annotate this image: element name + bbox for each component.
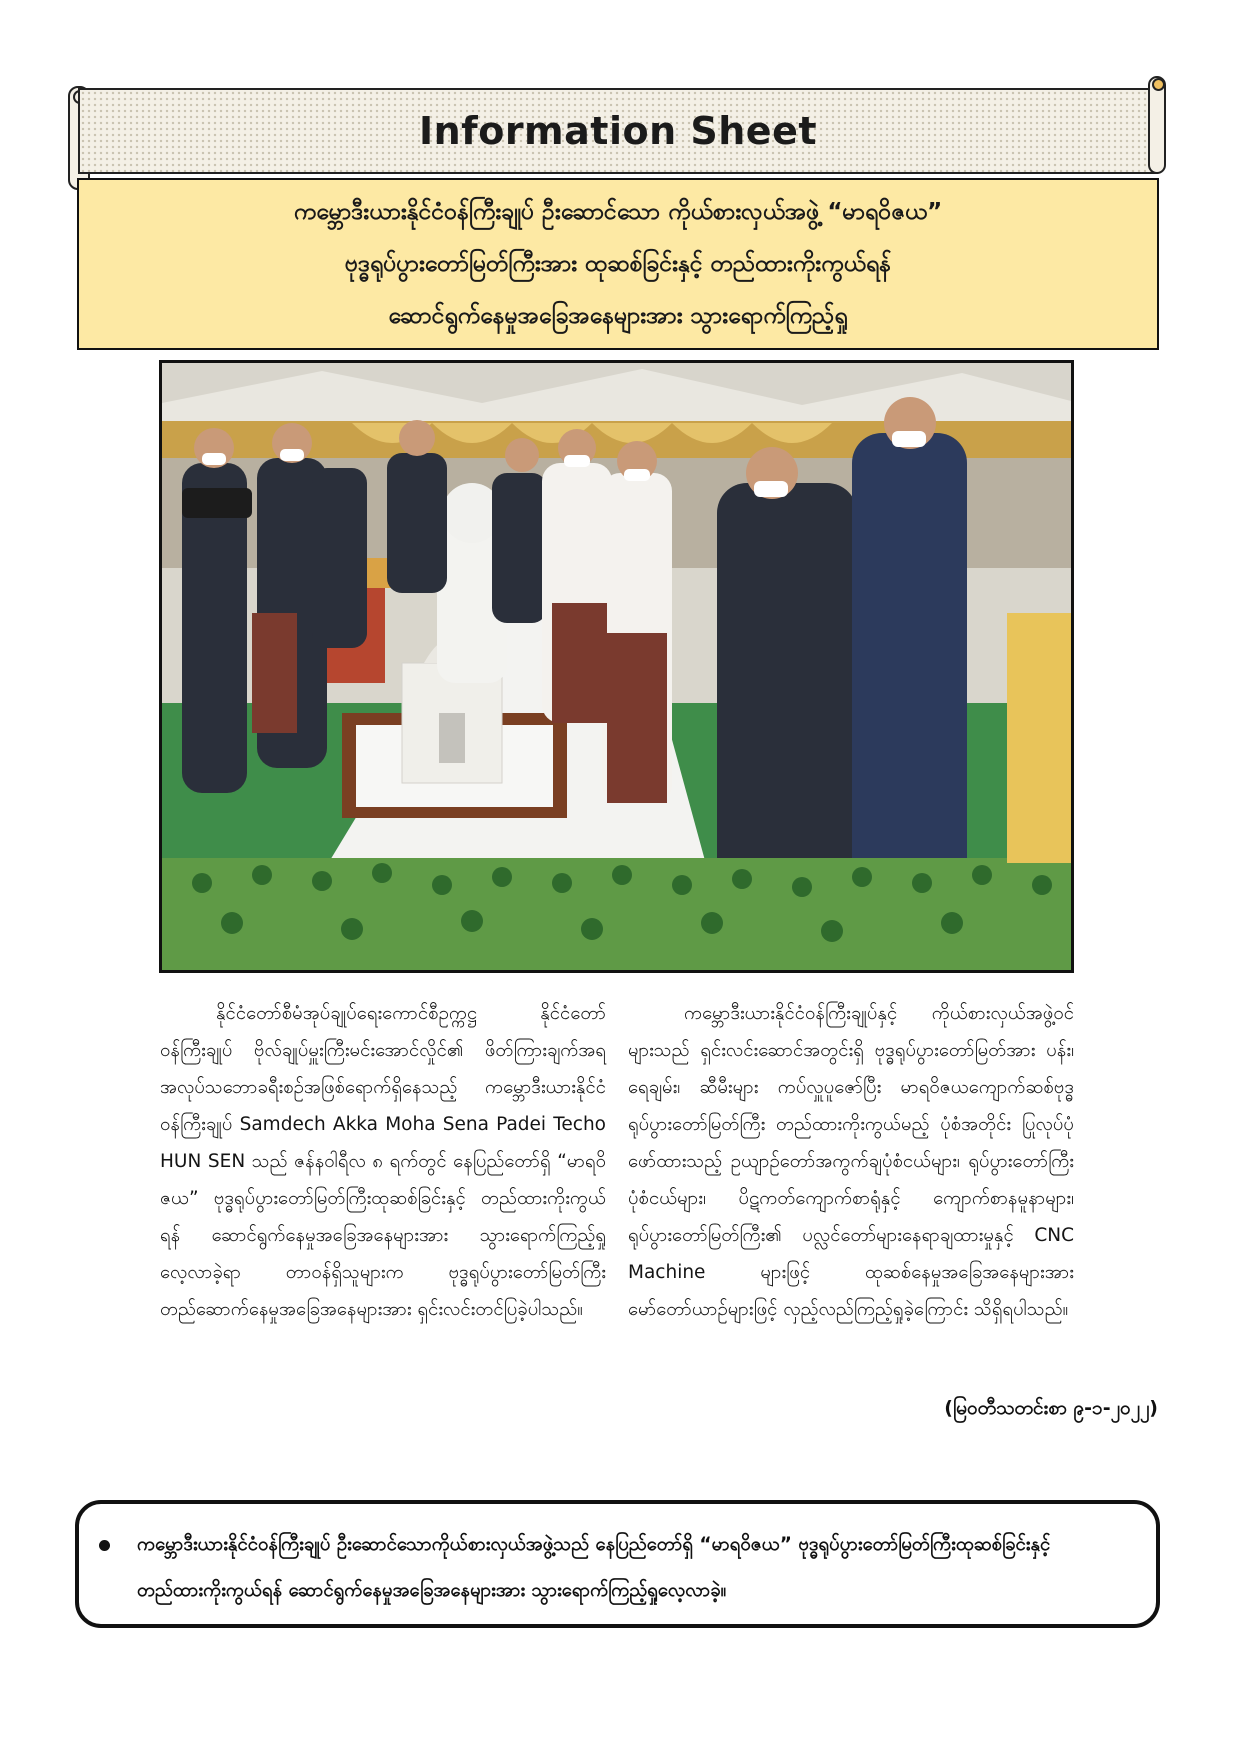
article-paragraph: နိုင်ငံတော်စီမံအုပ်ချုပ်ရေးကောင်စီဥက္ကဋ္ဌ နိုင်ငံတော်ဝန်ကြီးချုပ် ဗိုလ်ချုပ်မှူးကြီးမင်းအောင်လှိုင်၏ ဖိတ်ကြားချက်အရ အလုပ်သဘောခရီးစဉ်အဖြစ်ရောက်ရှိနေသည့် ကမ္ဘောဒီးယားနိုင်ငံဝန်ကြီးချုပ် Samdech Akka Moha Sena Padei Techo HUN SEN သည် ဇန်နဝါရီလ ၈ ရက်တွင် နေပြည်တော်ရှိ “မာရဝိဇယ” ဗုဒ္ဓရုပ်ပွားတော်မြတ်ကြီးထုဆစ်ခြင်းနှင့် တည်ထားကိုးကွယ်ရန် ဆောင်ရွက်နေမှုအခြေအနေများအား သွားရောက်ကြည့်ရှုလေ့လာခဲ့ရာ တာဝန်ရှိသူများက ဗုဒ္ဓရုပ်ပွားတော်မြတ်ကြီးတည်ဆောက်နေမှုအခြေအနေများအား ရှင်းလင်းတင်ပြခဲ့ပါသည်။ (160, 1003, 606, 1320)
source-citation: (မြဝတီသတင်းစာ ၉-၁-၂၀၂၂) (944, 1397, 1158, 1419)
scroll-right-roll (1148, 76, 1166, 174)
article-right-column (628, 995, 1074, 1328)
photo-illustration (162, 363, 1071, 970)
bullet-icon (99, 1540, 110, 1551)
headline-line: ဗုဒ္ဓရုပ်ပွားတော်မြတ်ကြီးအား ထုဆစ်ခြင်းနှင့် တည်ထားကိုးကွယ်ရန် (344, 251, 892, 277)
page-title: Information Sheet (418, 109, 818, 153)
headline-line: ကမ္ဘောဒီးယားနိုင်ငံဝန်ကြီးချုပ် ဦးဆောင်သော ကိုယ်စားလှယ်အဖွဲ့ “မာရဝိဇယ” (293, 199, 943, 225)
summary-box (75, 1500, 1160, 1628)
headline-box (77, 178, 1159, 350)
news-photo (159, 360, 1074, 973)
article-paragraph: ကမ္ဘောဒီးယားနိုင်ငံဝန်ကြီးချုပ်နှင့် ကိုယ်စားလှယ်အဖွဲ့ဝင်များသည် ရှင်းလင်းဆောင်အတွင်းရှိ ဗုဒ္ဓရုပ်ပွားတော်မြတ်အား ပန်း၊ ရေချမ်း၊ ဆီမီးများ ကပ်လှူပူဇော်ပြီး မာရဝိဇယကျောက်ဆစ်ဗုဒ္ဓရုပ်ပွားတော်မြတ်ကြီး တည်ထားကိုးကွယ်မည့် ပုံစံအတိုင်း ပြုလုပ်ပုံဖော်ထားသည့် ဥယျာဉ်တော်အကွက်ချပုံစံငယ်များ၊ ရုပ်ပွားတော်ကြီးပုံစံငယ်များ၊ ပိဋကတ်ကျောက်စာရုံနှင့် ကျောက်စာနမူနာများ၊ ရုပ်ပွားတော်မြတ်ကြီး၏ ပလ္လင်တော်များနေရာချထားမှုနှင့် CNC Machine များဖြင့် ထုဆစ်နေမှုအခြေအနေများအား မော်တော်ယာဉ်များဖြင့် လှည့်လည်ကြည့်ရှုခဲ့ကြောင်း သိရှိရပါသည်။ (628, 1003, 1074, 1320)
title-banner (78, 88, 1158, 174)
headline-line: ဆောင်ရွက်နေမှုအခြေအနေများအား သွားရောက်ကြည့်ရှု (388, 303, 848, 329)
summary-text: ကမ္ဘောဒီးယားနိုင်ငံဝန်ကြီးချုပ် ဦးဆောင်သောကိုယ်စားလှယ်အဖွဲ့သည် နေပြည်တော်ရှိ “မာရဝိဇယ” ဗုဒ္ဓရုပ်ပွားတော်မြတ်ကြီးထုဆစ်ခြင်းနှင့် တည်ထားကိုးကွယ်ရန် ဆောင်ရွက်နေမှုအခြေအနေများအား သွားရောက်ကြည့်ရှုလေ့လာခဲ့။ (137, 1534, 1051, 1601)
article-left-column (160, 995, 606, 1328)
